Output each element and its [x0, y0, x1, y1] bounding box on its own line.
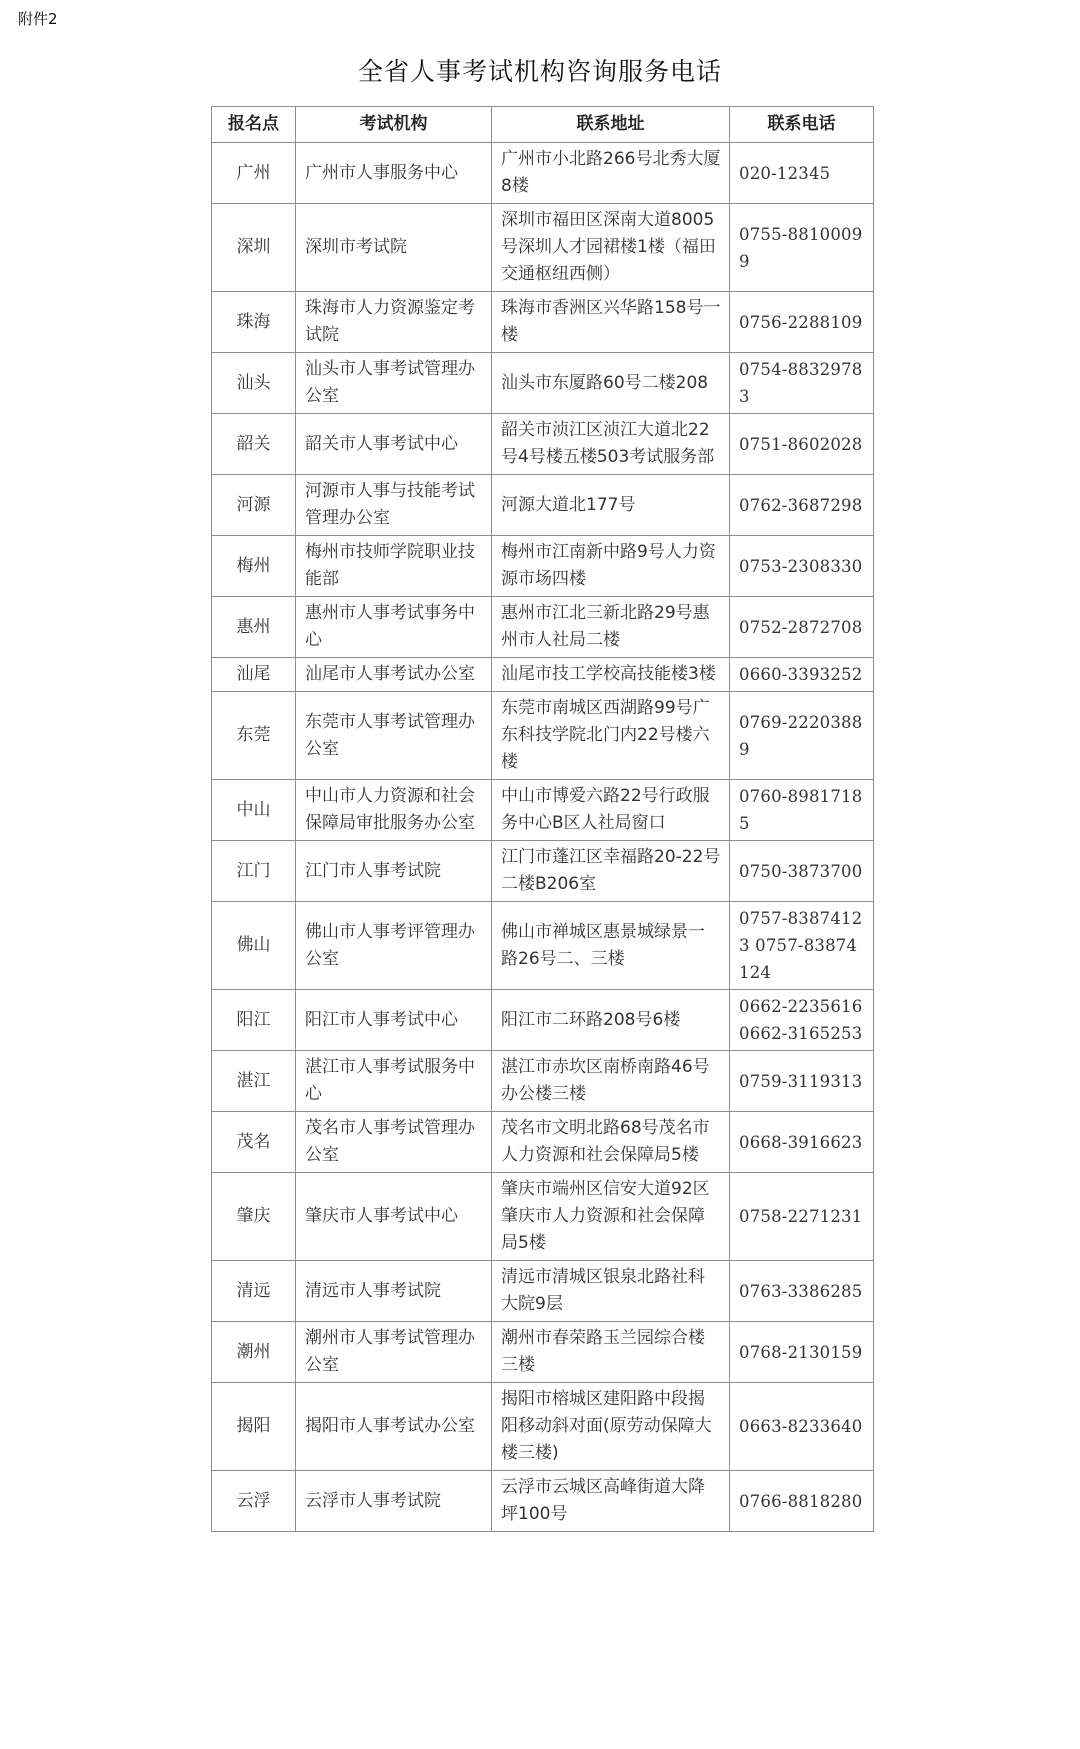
phone-cell: 0757-83874123 0757-83874124 [730, 902, 874, 990]
header-registration-point: 报名点 [212, 107, 296, 143]
phone-cell: 0668-3916623 [730, 1112, 874, 1173]
phone-cell: 0762-3687298 [730, 475, 874, 536]
address-cell: 云浮市云城区高峰街道大降坪100号 [492, 1471, 730, 1532]
agency-cell: 汕头市人事考试管理办公室 [296, 353, 492, 414]
address-cell: 湛江市赤坎区南桥南路46号办公楼三楼 [492, 1051, 730, 1112]
agency-cell: 中山市人力资源和社会保障局审批服务办公室 [296, 780, 492, 841]
attachment-label: 附件2 [18, 10, 58, 28]
city-cell: 韶关 [212, 414, 296, 475]
agency-cell: 清远市人事考试院 [296, 1261, 492, 1322]
table-row [212, 1051, 874, 1112]
city-cell: 湛江 [212, 1051, 296, 1112]
address-cell: 珠海市香洲区兴华路158号一楼 [492, 292, 730, 353]
address-cell: 韶关市浈江区浈江大道北22号4号楼五楼503考试服务部 [492, 414, 730, 475]
address-cell: 广州市小北路266号北秀大厦8楼 [492, 143, 730, 204]
address-cell: 河源大道北177号 [492, 475, 730, 536]
phone-cell: 0769-22203889 [730, 692, 874, 780]
phone-cell: 0752-2872708 [730, 597, 874, 658]
address-cell: 汕头市东厦路60号二楼208 [492, 353, 730, 414]
address-cell: 中山市博爱六路22号行政服务中心B区人社局窗口 [492, 780, 730, 841]
city-cell: 珠海 [212, 292, 296, 353]
table-row [212, 1471, 874, 1532]
agency-cell: 茂名市人事考试管理办公室 [296, 1112, 492, 1173]
table-row [212, 1322, 874, 1383]
phone-cell: 0759-3119313 [730, 1051, 874, 1112]
table-row [212, 1112, 874, 1173]
table-row [212, 841, 874, 902]
contact-table [211, 106, 874, 1532]
phone-cell: 0753-2308330 [730, 536, 874, 597]
table-row [212, 1261, 874, 1322]
address-cell: 佛山市禅城区惠景城绿景一路26号二、三楼 [492, 902, 730, 990]
agency-cell: 深圳市考试院 [296, 204, 492, 292]
phone-cell: 0766-8818280 [730, 1471, 874, 1532]
city-cell: 潮州 [212, 1322, 296, 1383]
table-row [212, 597, 874, 658]
table-row [212, 658, 874, 692]
address-cell: 阳江市二环路208号6楼 [492, 990, 730, 1051]
table-row [212, 143, 874, 204]
city-cell: 茂名 [212, 1112, 296, 1173]
city-cell: 阳江 [212, 990, 296, 1051]
address-cell: 惠州市江北三新北路29号惠州市人社局二楼 [492, 597, 730, 658]
table-row [212, 780, 874, 841]
address-cell: 汕尾市技工学校高技能楼3楼 [492, 658, 730, 692]
phone-cell: 0663-8233640 [730, 1383, 874, 1471]
table-row [212, 353, 874, 414]
phone-cell: 0660-3393252 [730, 658, 874, 692]
phone-cell: 0763-3386285 [730, 1261, 874, 1322]
agency-cell: 广州市人事服务中心 [296, 143, 492, 204]
city-cell: 汕头 [212, 353, 296, 414]
city-cell: 中山 [212, 780, 296, 841]
header-phone: 联系电话 [730, 107, 874, 143]
city-cell: 梅州 [212, 536, 296, 597]
phone-cell: 0662-2235616 0662-3165253 [730, 990, 874, 1051]
table-row [212, 692, 874, 780]
city-cell: 云浮 [212, 1471, 296, 1532]
agency-cell: 珠海市人力资源鉴定考试院 [296, 292, 492, 353]
address-cell: 清远市清城区银泉北路社科大院9层 [492, 1261, 730, 1322]
city-cell: 惠州 [212, 597, 296, 658]
phone-cell: 0756-2288109 [730, 292, 874, 353]
agency-cell: 湛江市人事考试服务中心 [296, 1051, 492, 1112]
city-cell: 东莞 [212, 692, 296, 780]
phone-cell: 0755-88100099 [730, 204, 874, 292]
city-cell: 揭阳 [212, 1383, 296, 1471]
table-row [212, 990, 874, 1051]
address-cell: 深圳市福田区深南大道8005号深圳人才园裙楼1楼（福田交通枢纽西侧） [492, 204, 730, 292]
page-title: 全省人事考试机构咨询服务电话 [357, 57, 722, 86]
agency-cell: 东莞市人事考试管理办公室 [296, 692, 492, 780]
header-exam-agency: 考试机构 [296, 107, 492, 143]
table-header-row [212, 107, 874, 143]
address-cell: 茂名市文明北路68号茂名市人力资源和社会保障局5楼 [492, 1112, 730, 1173]
phone-cell: 0768-2130159 [730, 1322, 874, 1383]
agency-cell: 肇庆市人事考试中心 [296, 1173, 492, 1261]
agency-cell: 汕尾市人事考试办公室 [296, 658, 492, 692]
table-row [212, 414, 874, 475]
agency-cell: 韶关市人事考试中心 [296, 414, 492, 475]
table-row [212, 1173, 874, 1261]
agency-cell: 河源市人事与技能考试管理办公室 [296, 475, 492, 536]
address-cell: 江门市蓬江区幸福路20-22号二楼B206室 [492, 841, 730, 902]
table-row [212, 1383, 874, 1471]
city-cell: 江门 [212, 841, 296, 902]
agency-cell: 江门市人事考试院 [296, 841, 492, 902]
agency-cell: 云浮市人事考试院 [296, 1471, 492, 1532]
agency-cell: 佛山市人事考评管理办公室 [296, 902, 492, 990]
table-row [212, 475, 874, 536]
address-cell: 东莞市南城区西湖路99号广东科技学院北门内22号楼六楼 [492, 692, 730, 780]
city-cell: 肇庆 [212, 1173, 296, 1261]
agency-cell: 揭阳市人事考试办公室 [296, 1383, 492, 1471]
agency-cell: 梅州市技师学院职业技能部 [296, 536, 492, 597]
table-row [212, 536, 874, 597]
agency-cell: 惠州市人事考试事务中心 [296, 597, 492, 658]
agency-cell: 阳江市人事考试中心 [296, 990, 492, 1051]
table-row [212, 902, 874, 990]
address-cell: 潮州市春荣路玉兰园综合楼三楼 [492, 1322, 730, 1383]
address-cell: 梅州市江南新中路9号人力资源市场四楼 [492, 536, 730, 597]
city-cell: 佛山 [212, 902, 296, 990]
address-cell: 揭阳市榕城区建阳路中段揭阳移动斜对面(原劳动保障大楼三楼) [492, 1383, 730, 1471]
phone-cell: 0758-2271231 [730, 1173, 874, 1261]
city-cell: 河源 [212, 475, 296, 536]
phone-cell: 0750-3873700 [730, 841, 874, 902]
phone-cell: 0751-8602028 [730, 414, 874, 475]
phone-cell: 0754-88329783 [730, 353, 874, 414]
city-cell: 清远 [212, 1261, 296, 1322]
city-cell: 深圳 [212, 204, 296, 292]
header-address: 联系地址 [492, 107, 730, 143]
city-cell: 广州 [212, 143, 296, 204]
city-cell: 汕尾 [212, 658, 296, 692]
table-row [212, 292, 874, 353]
phone-cell: 020-12345 [730, 143, 874, 204]
address-cell: 肇庆市端州区信安大道92区肇庆市人力资源和社会保障局5楼 [492, 1173, 730, 1261]
phone-cell: 0760-89817185 [730, 780, 874, 841]
agency-cell: 潮州市人事考试管理办公室 [296, 1322, 492, 1383]
table-row [212, 204, 874, 292]
